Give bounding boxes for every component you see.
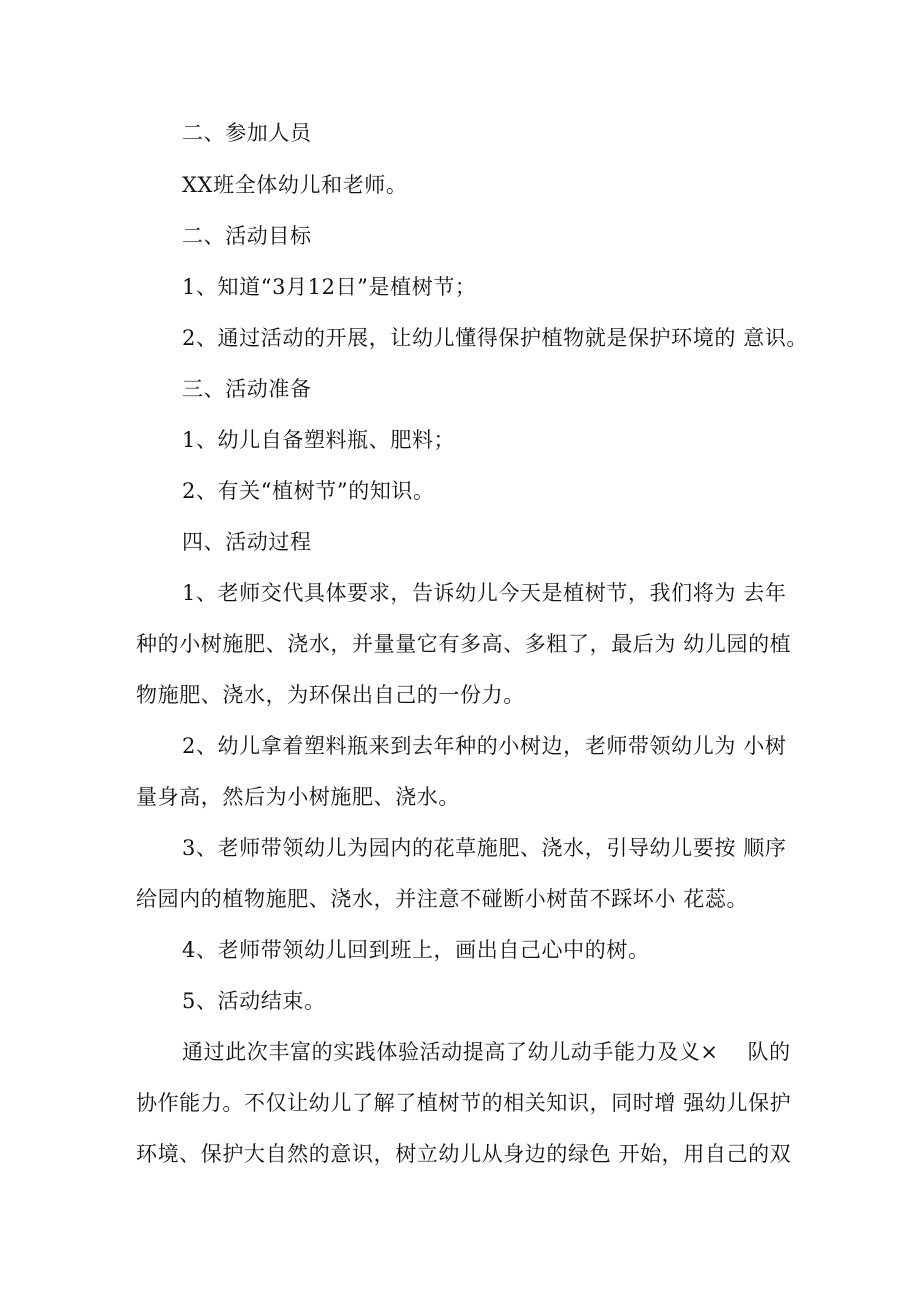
- paragraph-line: 1、老师交代具体要求，告诉幼儿今天是植树节，我们将为 去年: [182, 581, 787, 605]
- paragraph-line: 5、活动结束。: [182, 989, 326, 1013]
- paragraph-line: 1、知道“3月12日”是植树节；: [182, 275, 477, 299]
- paragraph-line: 协作能力。不仅让幼儿了解了植树节的相关知识，同时增 强幼儿保护: [136, 1091, 792, 1115]
- paragraph-line: 环境、保护大自然的意识，树立幼儿从身边的绿色 开始，用自己的双: [136, 1142, 792, 1166]
- paragraph-line: 量身高，然后为小树施肥、浇水。: [136, 785, 460, 809]
- paragraph-line: 2、通过活动的开展，让幼儿懂得保护植物就是保护环境的 意识。: [182, 326, 809, 350]
- section-heading-process: 四、活动过程: [182, 530, 312, 554]
- section-heading-goals: 二、活动目标: [182, 224, 312, 248]
- paragraph-line: 2、幼儿拿着塑料瓶来到去年种的小树边，老师带领幼儿为 小树: [182, 734, 787, 758]
- paragraph-line: 通过此次丰富的实践体验活动提高了幼儿动手能力及义× 队的: [182, 1040, 791, 1064]
- section-heading-preparation: 三、活动准备: [182, 377, 312, 401]
- paragraph-line: 2、有关“植树节”的知识。: [182, 479, 435, 503]
- paragraph-line: 给园内的植物施肥、浇水，并注意不碰断小树苗不踩坏小 花蕊。: [136, 887, 749, 911]
- paragraph-line: XX班全体幼儿和老师。: [182, 173, 408, 197]
- paragraph-line: 物施肥、浇水，为环保出自己的一份力。: [136, 683, 525, 707]
- paragraph-line: 4、老师带领幼儿回到班上，画出自己心中的树。: [182, 938, 650, 962]
- section-heading-participants: 二、参加人员: [182, 121, 312, 145]
- paragraph-line: 3、老师带领幼儿为园内的花草施肥、浇水，引导幼儿要按 顺序: [182, 836, 787, 860]
- paragraph-line: 种的小树施肥、浇水，并量量它有多高、多粗了，最后为 幼儿园的植: [136, 632, 792, 656]
- paragraph-line: 1、幼儿自备塑料瓶、肥料；: [182, 428, 456, 452]
